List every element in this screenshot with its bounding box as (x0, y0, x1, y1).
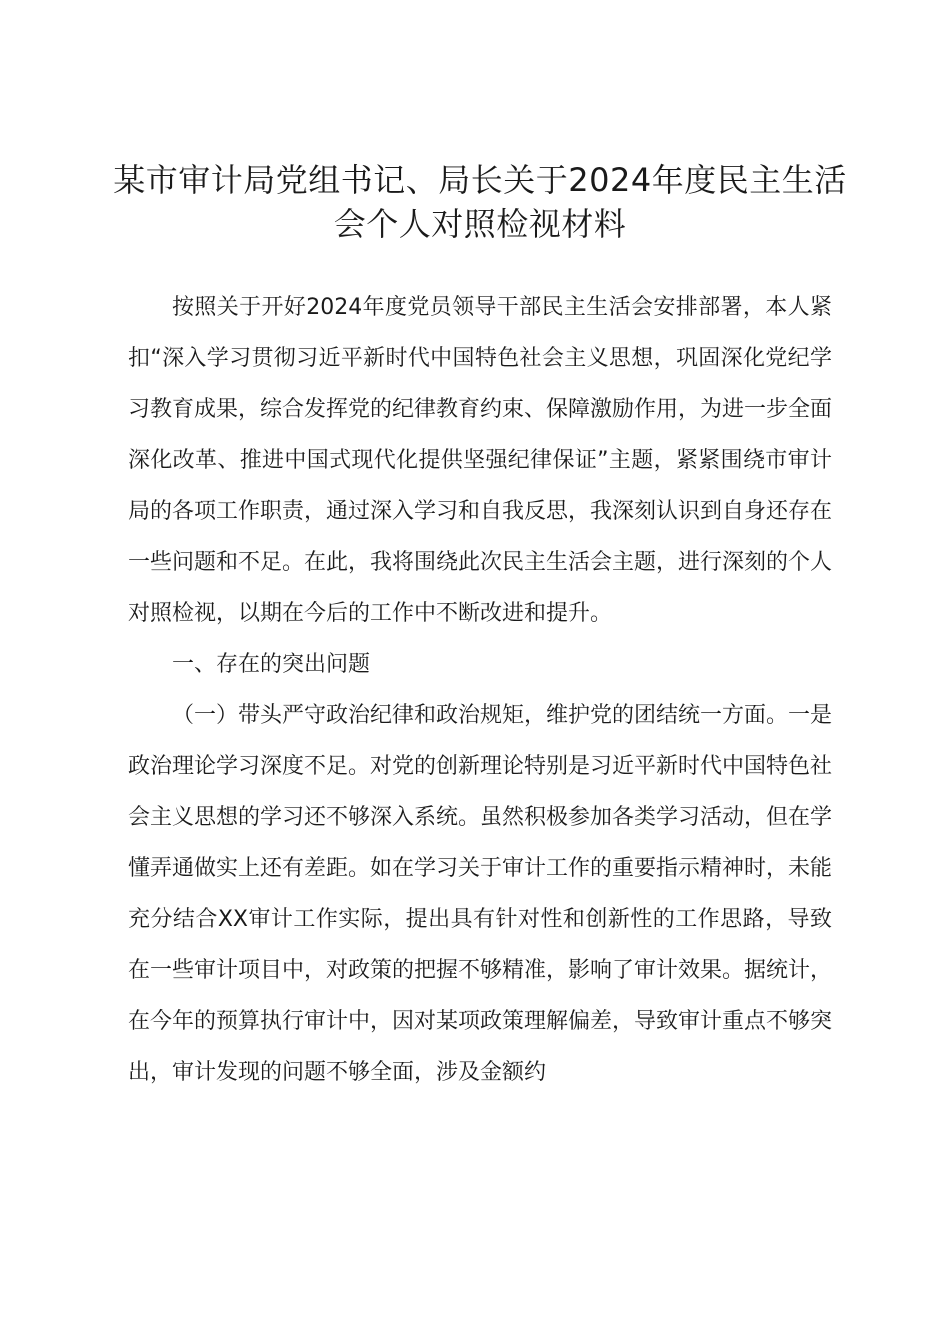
section-heading: 一、存在的突出问题 (172, 652, 371, 677)
document-title: 某市审计局党组书记、局长关于2024年度民主生活会个人对照检视材料 (113, 161, 847, 243)
subsection-paragraph: （一）带头严守政治纪律和政治规矩，维护党的团结统一方面。一是政治理论学习深度不足。对党的创新理论特别是习近平新时代中国特色社会主义思想的学习还不够深入系统。虽然积极参加各类学习活动，但在学懂弄通做实上还有差距。如在学习关于审计工作的重要指示精神时，未能充分结合XX审计工作实际，提出具有针对性和创新性的工作思路，导致在一些审计项目中，对政策的把握不够精准，影响了审计效果。据统计，在今年的预算执行审计中，因对某项政策理解偏差，导致审计重点不够突出，审计发现的问题不够全面，涉及金额约 (128, 703, 833, 1085)
document-body (128, 282, 832, 1098)
intro-paragraph: 按照关于开好2024年度党员领导干部民主生活会安排部署，本人紧扣“深入学习贯彻习近平新时代中国特色社会主义思想，巩固深化党纪学习教育成果，综合发挥党的纪律教育约束、保障激励作用，为进一步全面深化改革、推进中国式现代化提供坚强纪律保证”主题，紧紧围绕市审计局的各项工作职责，通过深入学习和自我反思，我深刻认识到自身还存在一些问题和不足。在此，我将围绕此次民主生活会主题，进行深刻的个人对照检视，以期在今后的工作中不断改进和提升。 (128, 295, 833, 626)
